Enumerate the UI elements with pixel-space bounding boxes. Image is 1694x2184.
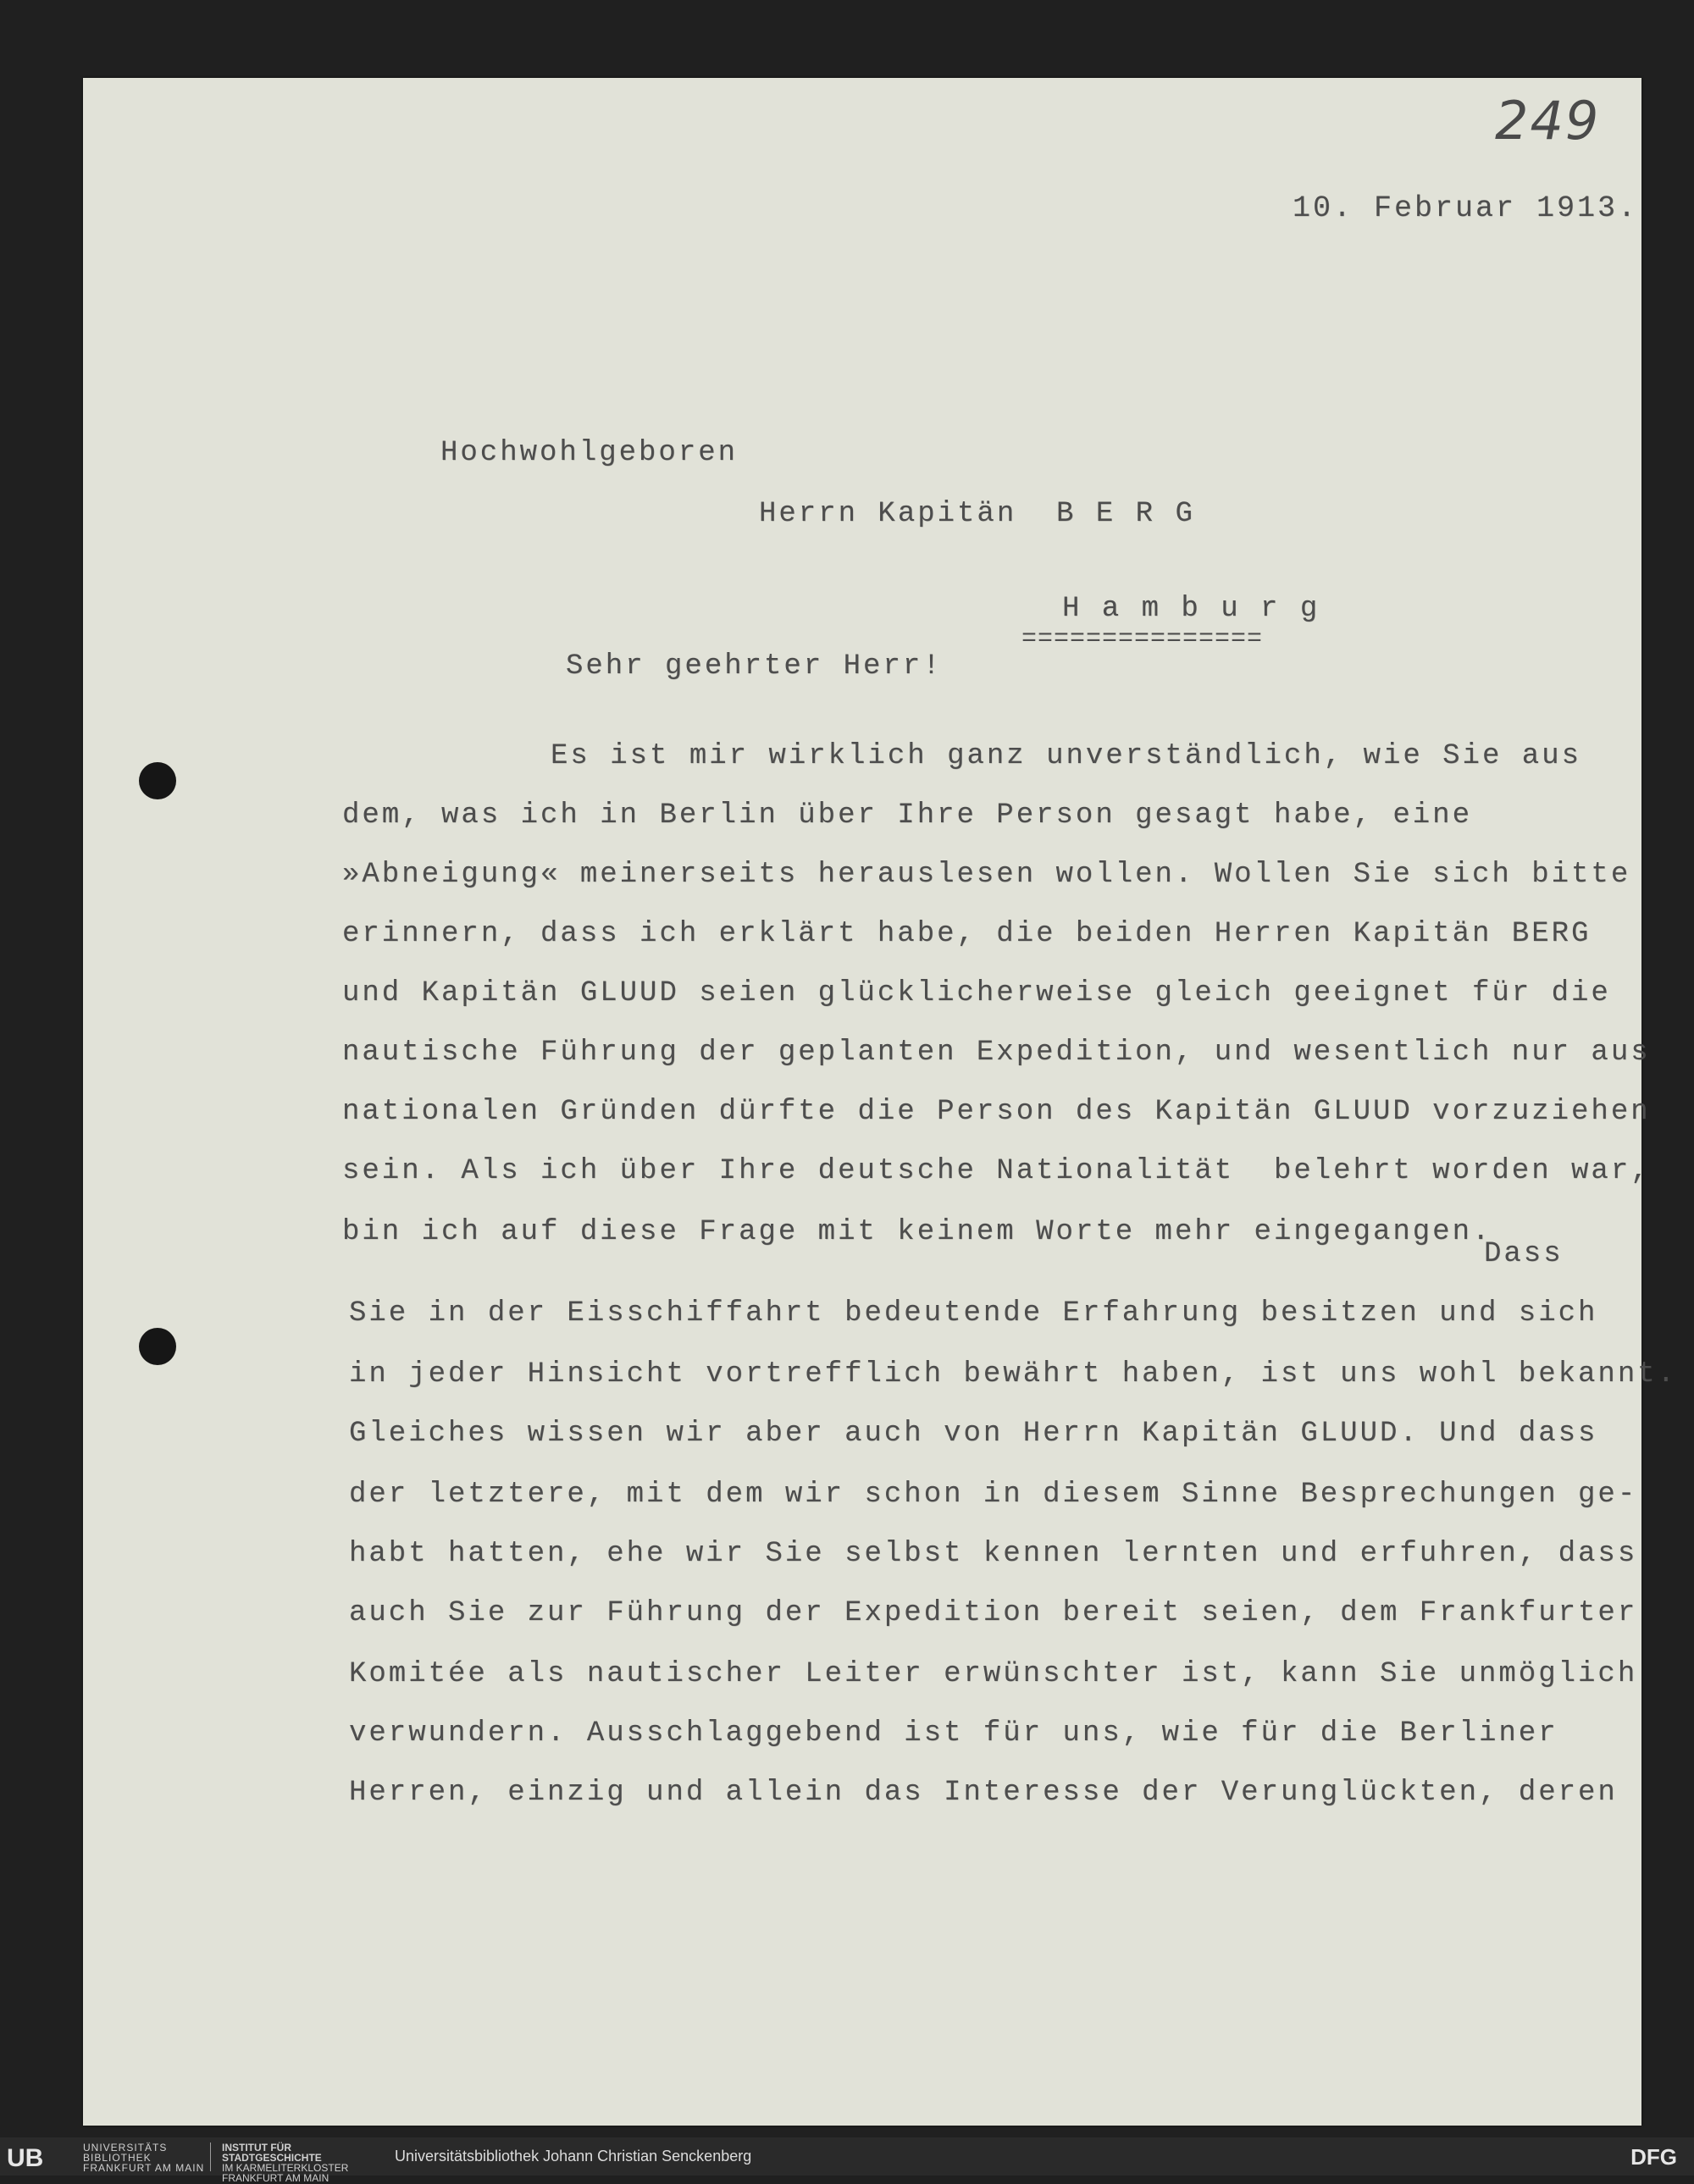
- institute-text: INSTITUT FÜR STADTGESCHICHTE IM KARMELITERKLOSTER FRANKFURT AM MAIN: [222, 2142, 349, 2184]
- punch-hole: [139, 762, 176, 799]
- dfg-logo: DFG: [1630, 2144, 1677, 2170]
- letter-greeting: Sehr geehrter Herr!: [566, 650, 943, 683]
- letter-date: 10. Februar 1913.: [1293, 191, 1639, 225]
- footer-separator: [210, 2143, 211, 2171]
- body-line: der letztere, mit dem wir schon in diesem Sinne Besprechungen ge-: [349, 1479, 1638, 1511]
- body-line: erinnern, dass ich erklärt habe, die beiden Herren Kapitän BERG: [342, 918, 1592, 950]
- body-line: und Kapitän GLUUD seien glücklicherweise gleich geeignet für die: [342, 977, 1611, 1009]
- address-salutation-title: Hochwohlgeboren: [440, 437, 739, 469]
- body-line: »Abneigung« meinerseits herauslesen wollen. Wollen Sie sich bitte: [342, 859, 1631, 891]
- address-city-underline: ===============: [1021, 625, 1264, 654]
- body-line: Herren, einzig und allein das Interesse der Verunglückten, deren: [349, 1777, 1618, 1809]
- address-city: H a m b u r g: [1062, 593, 1320, 625]
- ub-text: UNIVERSITÄTS BIBLIOTHEK FRANKFURT AM MAIN: [83, 2142, 205, 2174]
- body-line: bin ich auf diese Frage mit keinem Worte mehr eingegangen.: [342, 1216, 1492, 1248]
- body-line: Gleiches wissen wir aber auch von Herrn Kapitän GLUUD. Und dass: [349, 1418, 1598, 1450]
- body-line: nautische Führung der geplanten Expedition, und wesentlich nur aus: [342, 1037, 1651, 1069]
- body-line: auch Sie zur Führung der Expedition bereit seien, dem Frankfurter: [349, 1597, 1638, 1629]
- body-line: Dass: [1484, 1238, 1564, 1270]
- body-line: in jeder Hinsicht vortrefflich bewährt haben, ist uns wohl bekannt.: [349, 1358, 1678, 1391]
- body-line: nationalen Gründen dürfte die Person des Kapitän GLUUD vorzuziehen: [342, 1096, 1651, 1128]
- library-name: Universitätsbibliothek Johann Christian Senckenberg: [395, 2148, 752, 2165]
- ub-logo: UB: [7, 2144, 44, 2172]
- body-line: verwundern. Ausschlaggebend ist für uns, wie für die Berliner: [349, 1717, 1558, 1750]
- address-recipient: Herrn Kapitän B E R G: [759, 498, 1195, 530]
- handwritten-page-number: 249: [1495, 90, 1601, 152]
- body-line: habt hatten, ehe wir Sie selbst kennen lernten und erfuhren, dass: [349, 1538, 1638, 1570]
- body-line: Es ist mir wirklich ganz unverständlich, wie Sie aus: [551, 740, 1581, 772]
- body-line: Sie in der Eisschiffahrt bedeutende Erfahrung besitzen und sich: [349, 1297, 1598, 1330]
- punch-hole: [139, 1328, 176, 1365]
- footer-bar: [0, 2137, 1694, 2184]
- body-line: sein. Als ich über Ihre deutsche Nationalität belehrt worden war,: [342, 1155, 1651, 1187]
- body-line: dem, was ich in Berlin über Ihre Person gesagt habe, eine: [342, 799, 1472, 832]
- body-line: Komitée als nautischer Leiter erwünschter ist, kann Sie unmöglich: [349, 1658, 1638, 1690]
